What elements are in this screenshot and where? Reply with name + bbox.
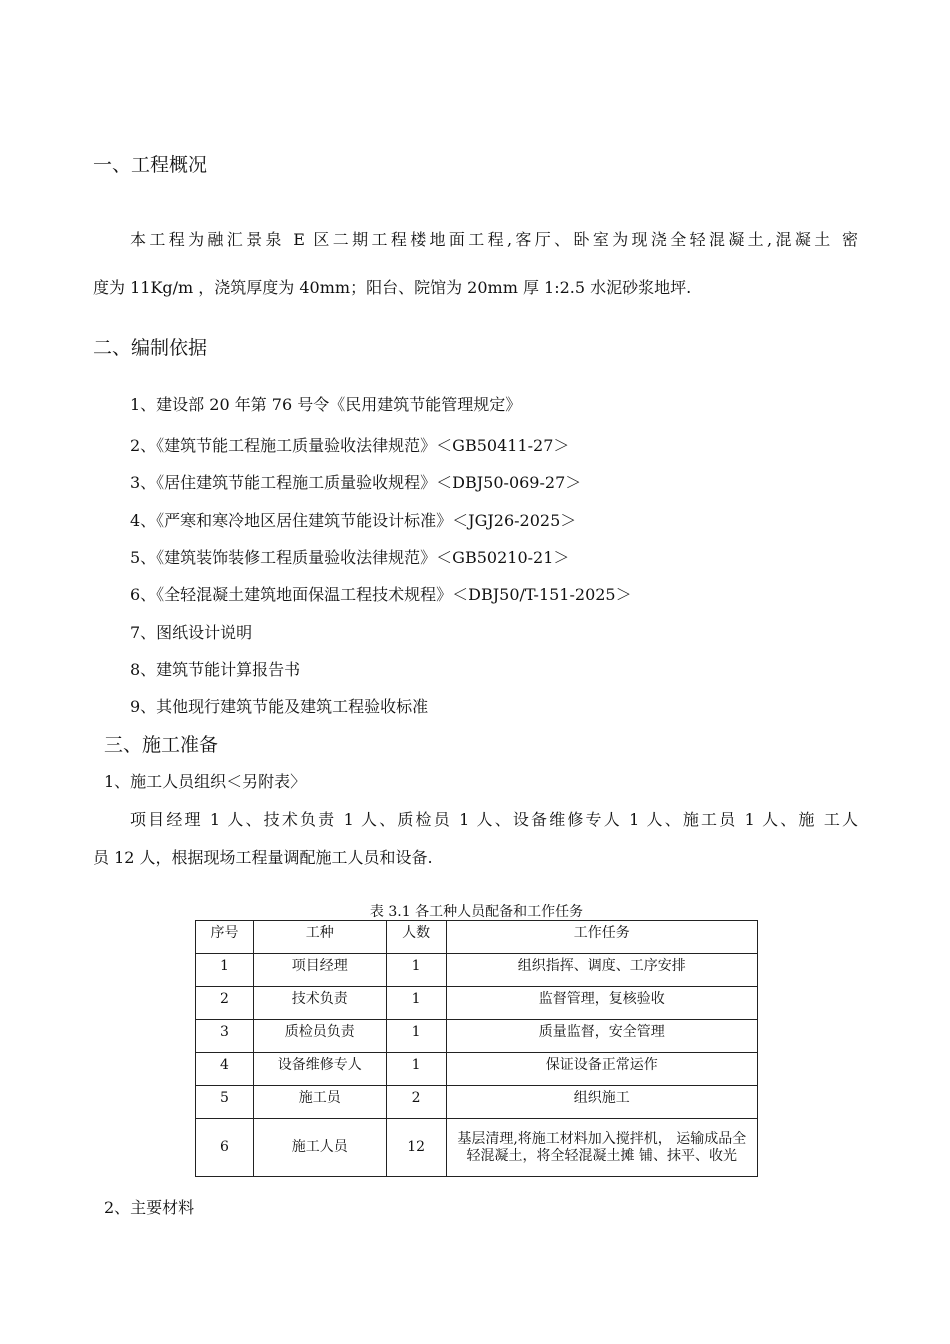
cell-index: 4: [196, 1053, 254, 1086]
cell-index: 2: [196, 987, 254, 1020]
table-row: [196, 987, 758, 1020]
cell-task: 保证设备正常运作: [446, 1053, 757, 1086]
table-row: [196, 1119, 758, 1177]
staff-paragraph-line2: 员 12 人，根据现场工程量调配施工人员和设备.: [93, 848, 433, 867]
basis-item: 9、其他现行建筑节能及建筑工程验收标准: [130, 697, 429, 716]
table-row: [196, 1086, 758, 1119]
header-headcount: 人数: [386, 921, 446, 954]
cell-task: 组织施工: [446, 1086, 757, 1119]
basis-item: 6、《全轻混凝土建筑地面保温工程技术规程》＜DBJ50/T-151-2025＞: [130, 585, 632, 604]
basis-item: 8、建筑节能计算报告书: [130, 660, 301, 679]
overview-paragraph-line2: 度为 11Kg/m ，浇筑厚度为 40mm；阳台、院馆为 20mm 厚 1:2.5 水泥砂浆地坪.: [93, 278, 692, 297]
table-row: [196, 1053, 758, 1086]
section-heading-overview: 一、工程概况: [93, 154, 208, 176]
subheading-main-materials: 2、主要材料: [104, 1198, 195, 1217]
cell-job-type: 技术负责: [253, 987, 386, 1020]
basis-item: 4、《严寒和寒冷地区居住建筑节能设计标准》＜JGJ26-2025＞: [130, 511, 577, 530]
cell-task: 质量监督，安全管理: [446, 1020, 757, 1053]
cell-index: 5: [196, 1086, 254, 1119]
cell-task: 监督管理，复核验收: [446, 987, 757, 1020]
table-header-row: [196, 921, 758, 954]
header-index: 序号: [196, 921, 254, 954]
table-caption: 表 3.1 各工种人员配备和工作任务: [369, 904, 584, 920]
staff-paragraph-line1: 项目经理 1 人、技术负责 1 人、质检员 1 人、设备维修专人 1 人、施工员 1 人、施 工人: [130, 810, 858, 829]
header-task: 工作任务: [446, 921, 757, 954]
basis-item: 5、《建筑装饰装修工程质量验收法律规范》＜GB50210-21＞: [130, 548, 570, 567]
cell-job-type: 质检员负责: [253, 1020, 386, 1053]
overview-paragraph-line1: 本工程为融汇景泉 E 区二期工程楼地面工程,客厅、卧室为现浇全轻混凝土,混凝土 密: [130, 230, 858, 249]
cell-headcount: 1: [386, 987, 446, 1020]
cell-headcount: 12: [386, 1119, 446, 1177]
cell-index: 1: [196, 954, 254, 987]
cell-index: 3: [196, 1020, 254, 1053]
staff-table: [195, 920, 758, 1177]
table-row: [196, 1020, 758, 1053]
cell-headcount: 1: [386, 1053, 446, 1086]
cell-headcount: 1: [386, 1020, 446, 1053]
cell-job-type: 施工人员: [253, 1119, 386, 1177]
cell-index: 6: [196, 1119, 254, 1177]
section-heading-preparation: 三、施工准备: [104, 734, 219, 756]
cell-job-type: 设备维修专人: [253, 1053, 386, 1086]
cell-task: 组织指挥、调度、工序安排: [446, 954, 757, 987]
header-job-type: 工种: [253, 921, 386, 954]
cell-job-type: 施工员: [253, 1086, 386, 1119]
cell-headcount: 2: [386, 1086, 446, 1119]
subheading-staff-organization: 1、施工人员组织＜另附表〉: [104, 772, 307, 791]
cell-headcount: 1: [386, 954, 446, 987]
basis-item: 1、建设部 20 年第 76 号令《民用建筑节能管理规定》: [130, 395, 522, 414]
basis-item: 3、《居住建筑节能工程施工质量验收规程》＜DBJ50-069-27＞: [130, 473, 582, 492]
section-heading-basis: 二、编制依据: [93, 337, 208, 359]
cell-task: 基层清理,将施工材料加入搅拌机， 运输成品全轻混凝土，将全轻混凝土摊 铺、抹平、收光: [446, 1119, 757, 1177]
basis-item: 2、《建筑节能工程施工质量验收法律规范》＜GB50411-27＞: [130, 436, 570, 455]
basis-item: 7、图纸设计说明: [130, 623, 253, 642]
cell-job-type: 项目经理: [253, 954, 386, 987]
table-row: [196, 954, 758, 987]
